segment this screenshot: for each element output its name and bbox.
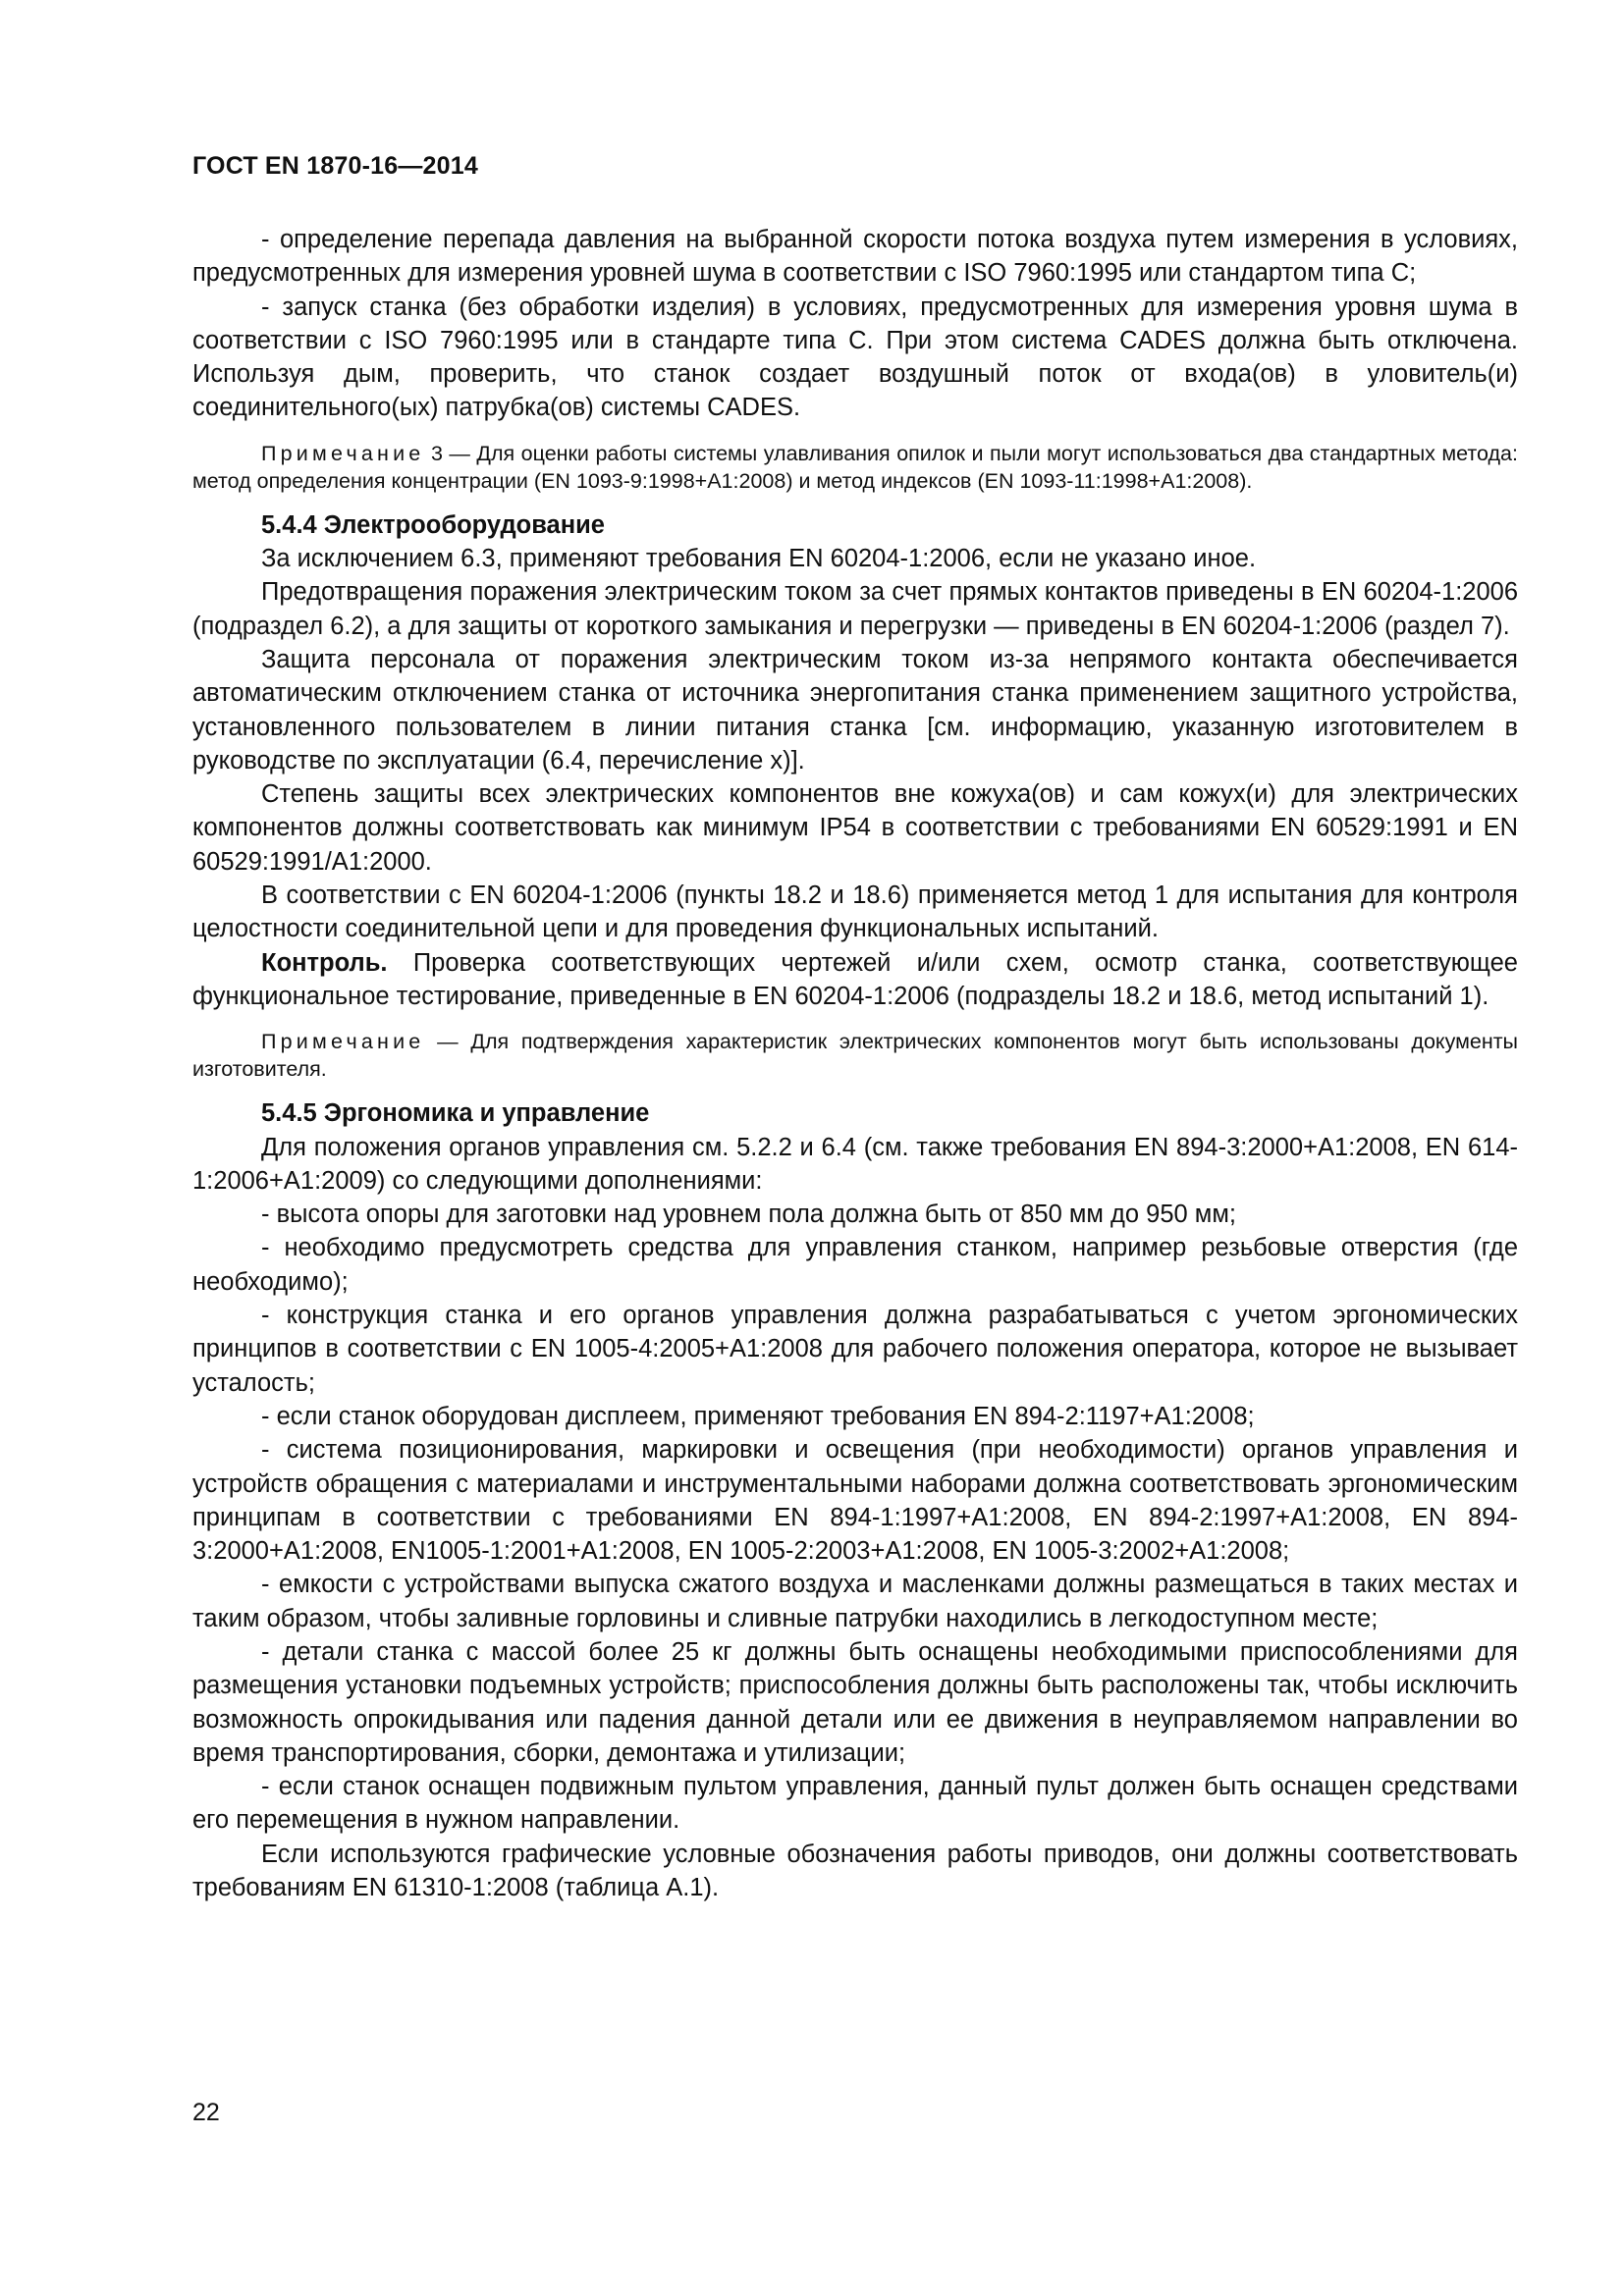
list-item-heavy-parts: - детали станка с массой более 25 кг должны быть оснащены необходимыми приспособлениями для размещения установки подъемных устройств; приспособления должны быть расположены так, чтобы исключить возможность опрокидывания или падения данной детали или ее движения в неуправляемом направлении во время транспортирования, сборки, демонтажа и утилизации;	[192, 1637, 1518, 1767]
document-header: ГОСТ EN 1870-16—2014	[192, 152, 478, 180]
note-3-text: 3 — Для оценки работы системы улавливания опилок и пыли могут использоваться два стандартных метода: метод определения концентрации (EN 1093-9:1998+A1:2008) и метод индексов (EN 1093-11:1998+A1:2008).	[192, 441, 1518, 493]
paragraph-machine-start: - запуск станка (без обработки изделия) в условиях, предусмотренных для измерения уровня шума в соответствии с ISO 7960:1995 или в стандарте типа С. При этом система CADES должна быть отключена. Используя дым, проверить, что станок создает воздушный поток от входа(ов) в уловитель(и) соединительного(ых) патрубка(ов) системы CADES.	[192, 293, 1518, 422]
paragraph-indirect-contact: Защита персонала от поражения электрическим током из-за непрямого контакта обеспечивается автоматическим отключением станка от источника энергопитания станка применением защитного устройства, установленного пользователем в линии питания станка [см. информацию, указанную изготовителем в руководстве по эксплуатации (6.4, перечисление x)].	[192, 645, 1518, 774]
list-item-ergonomic-design: - конструкция станка и его органов управления должна разрабатываться с учетом эргономических принципов в соответствии с EN 1005-4:2005+A1:2008 для рабочего положения оператора, которое не вызывает усталость;	[192, 1302, 1518, 1397]
note-3	[192, 440, 1518, 495]
list-item-mobile-panel: - если станок оснащен подвижным пультом управления, данный пульт должен быть оснащен средствами его перемещения в нужном направлении.	[192, 1773, 1518, 1835]
note-electrical-text: — Для подтверждения характеристик электрических компонентов могут быть использованы документы изготовителя.	[192, 1030, 1518, 1082]
list-item-threaded-holes: - необходимо предусмотреть средства для управления станком, например резьбовые отверстия (где необходимо);	[192, 1234, 1518, 1296]
note-electrical-lead: Примечание	[261, 1030, 425, 1054]
note-3-lead: Примечание	[261, 441, 425, 465]
paragraph-method-1: В соответствии с EN 60204-1:2006 (пункты 18.2 и 18.6) применяется метод 1 для испытания для контроля целостности соединительной цепи и для проведения функциональных испытаний.	[192, 881, 1518, 943]
list-item-support-height: - высота опоры для заготовки над уровнем пола должна быть от 850 мм до 950 мм;	[261, 1201, 1236, 1229]
list-item-positioning-system: - система позиционирования, маркировки и освещения (при необходимости) органов управления и устройств обращения с материалами и инструментальными наборами должна соответствовать эргономическим принципам в соответствии с требованиями EN 894-1:1997+A1:2008, EN 894-2:1997+A1:2008, EN 894-3:2000+A1:2008, EN1005-1:2001+A1:2008, EN 1005-2:2003+A1:2008, EN 1005-3:2002+A1:2008;	[192, 1436, 1518, 1566]
section-heading-5-4-4: 5.4.4 Электрооборудование	[261, 510, 605, 539]
list-item-display: - если станок оборудован дисплеем, применяют требования EN 894-2:1197+A1:2008;	[261, 1402, 1255, 1430]
paragraph-pressure-measurement: - определение перепада давления на выбранной скорости потока воздуха путем измерения в условиях, предусмотренных для измерения уровней шума в соответствии с ISO 7960:1995 или стандартом типа С;	[192, 226, 1518, 288]
list-item-compressed-air: - емкости с устройствами выпуска сжатого воздуха и масленками должны размещаться в таких местах и таким образом, чтобы заливные горловины и сливные патрубки находились в легкодоступном месте;	[192, 1571, 1518, 1632]
paragraph-exception: За исключением 6.3, применяют требования EN 60204-1:2006, если не указано иное.	[261, 545, 1257, 573]
control-label: Контроль.	[261, 948, 388, 977]
paragraph-direct-contact: Предотвращения поражения электрическим током за счет прямых контактов приведены в EN 60204-1:2006 (подраздел 6.2), а для защиты от короткого замыкания и перегрузки — приведены в EN 60204-1:2006 (раздел 7).	[192, 578, 1518, 640]
note-electrical	[192, 1028, 1518, 1083]
page-number: 22	[192, 2099, 220, 2126]
paragraph-controls-position: Для положения органов управления см. 5.2.2 и 6.4 (см. также требования EN 894-3:2000+A1:2008, EN 614-1:2006+A1:2009) со следующими дополнениями:	[192, 1133, 1518, 1195]
page-content	[192, 223, 1518, 1904]
paragraph-ip54: Степень защиты всех электрических компонентов вне кожуха(ов) и сам кожух(и) для электрических компонентов должны соответствовать как минимум IP54 в соответствии с требованиями EN 60529:1991 и EN 60529:1991/A1:2000.	[192, 780, 1518, 876]
paragraph-graphic-symbols: Если используются графические условные обозначения работы приводов, они должны соответствовать требованиям EN 61310-1:2008 (таблица A.1).	[192, 1840, 1518, 1902]
paragraph-control	[192, 946, 1518, 1014]
control-text: Проверка соответствующих чертежей и/или схем, осмотр станка, соответствующее функциональное тестирование, приведенные в EN 60204-1:2006 (подразделы 18.2 и 18.6, метод испытаний 1).	[192, 948, 1518, 1010]
section-heading-5-4-5: 5.4.5 Эргономика и управление	[261, 1099, 650, 1128]
